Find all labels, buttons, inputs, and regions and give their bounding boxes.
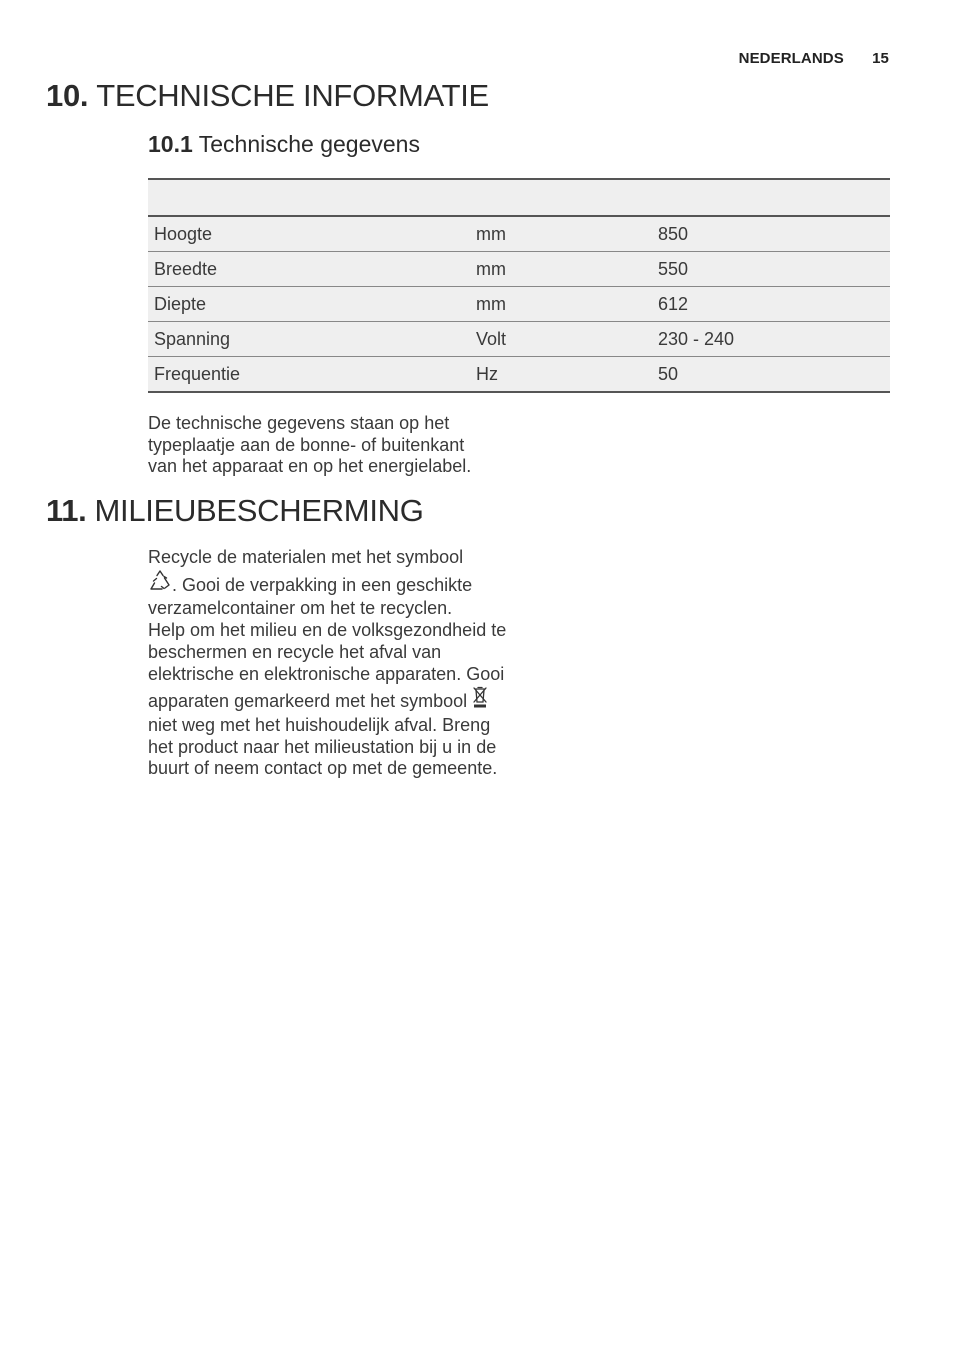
table-header-row — [148, 179, 890, 216]
table-row-frequentie — [148, 357, 890, 393]
header-language: NEDERLANDS — [738, 50, 844, 67]
environment-text — [148, 547, 508, 780]
crossed-out-bin-icon — [472, 685, 488, 715]
technical-data-table — [148, 178, 890, 393]
table-row-breedte — [148, 252, 890, 287]
row-label: Spanning — [148, 322, 470, 357]
recycle-text-after: . Gooi de verpakking in een geschikte verzamelcontainer om het te recyclen. — [148, 574, 473, 619]
section-11-number: 11. — [46, 493, 87, 528]
running-header — [739, 50, 889, 67]
row-unit: Hz — [470, 357, 652, 393]
row-value: 612 — [652, 287, 890, 322]
table-row-hoogte — [148, 216, 890, 252]
page-number: 15 — [872, 50, 889, 67]
subsection-10-1-number: 10.1 — [148, 131, 193, 157]
section-10-title: TECHNISCHE INFORMATIE — [96, 78, 489, 113]
subsection-10-1-title: Technische gegevens — [198, 131, 420, 157]
row-label: Breedte — [148, 252, 470, 287]
row-label: Hoogte — [148, 216, 470, 252]
row-value: 50 — [652, 357, 890, 393]
weee-text-after: niet weg met het huishoudelijk afval. Breng het product naar het milieustation bij u in de buurt of neem contact op met de gemeente. — [148, 714, 498, 779]
row-label: Frequentie — [148, 357, 470, 393]
row-unit: mm — [470, 252, 652, 287]
technical-data-note — [148, 413, 498, 478]
row-unit: mm — [470, 287, 652, 322]
row-value: 230 - 240 — [652, 322, 890, 357]
technical-data-note-text: De technische gegevens staan op het typeplaatje aan de bonne- of buitenkant van het apparaat en op het energielabel. — [148, 413, 472, 477]
section-10-heading — [46, 78, 489, 114]
table-row-diepte — [148, 287, 890, 322]
weee-paragraph — [148, 620, 508, 780]
section-11-title: MILIEUBESCHERMING — [94, 493, 424, 528]
row-unit: Volt — [470, 322, 652, 357]
row-value: 850 — [652, 216, 890, 252]
recycle-text-before: Recycle de materialen met het symbool — [148, 547, 464, 567]
row-value: 550 — [652, 252, 890, 287]
recycle-paragraph — [148, 547, 508, 620]
weee-text-before: Help om het milieu en de volksgezondheid te beschermen en recycle het afval van elektrische en elektronische apparaten. Gooi apparaten gemarkeerd met het symbool — [148, 620, 507, 712]
section-10-number: 10. — [46, 78, 89, 113]
table-row-spanning — [148, 322, 890, 357]
row-unit: mm — [470, 216, 652, 252]
row-label: Diepte — [148, 287, 470, 322]
subsection-10-1-heading — [148, 130, 420, 158]
section-11-heading — [46, 493, 424, 529]
recycle-icon — [148, 569, 172, 599]
